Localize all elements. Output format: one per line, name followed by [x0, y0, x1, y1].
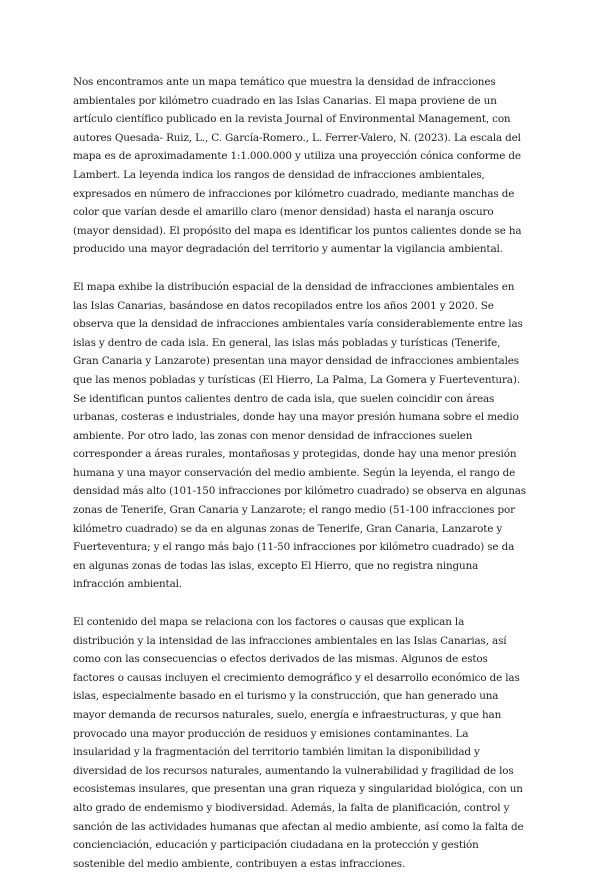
paragraph-spatial-distribution: El mapa exhibe la distribución espacial de la densidad de infracciones ambientales en las Islas Canarias, basándose en datos recopilados entre los años 2001 y 2020. Se observa que la densidad de infracciones ambientales varía considerablemente entre las islas y dentro de cada isla. En general, las islas más pobladas y turísticas (Tenerife, Gran Canaria y Lanzarote) presentan una mayor densidad de infracciones ambientales que las menos pobladas y turísticas (El Hierro, La Palma, La Gomera y Fuerteventura). Se identifican puntos calientes dentro de cada isla, que suelen coincidir con áreas urbanas, costeras e industriales, donde hay una mayor presión humana sobre el medio ambiente. Por otro lado, las zonas con menor densidad de infracciones suelen corresponder a áreas rurales, montañosas y protegidas, donde hay una menor presión humana y una mayor conservación del medio ambiente. Según la leyenda, el rango de densidad más alto (101-150 infracciones por kilómetro cuadrado) se observa en algunas zonas de Tenerife, Gran Canaria y Lanzarote; el rango medio (51-100 infracciones por kilómetro cuadrado) se da en algunas zonas de Tenerife, Gran Canaria, Lanzarote y Fuerteventura; y el rango más bajo (11-50 infracciones por kilómetro cuadrado) se da en algunas zonas de todas las islas, excepto El Hierro, que no registra ninguna infracción ambiental.: [73, 280, 526, 591]
document-body: [73, 73, 528, 892]
paragraph-map-introduction: Nos encontramos ante un mapa temático que muestra la densidad de infracciones ambientales por kilómetro cuadrado en las Islas Canarias. El mapa proviene de un artículo científico publicado en la revista Journal of Environmental Management, con autores Quesada- Ruiz, L., C. García-Romero., L. Ferrer-Valero, N. (2023). La escala del mapa es de aproximadamente 1:1.000.000 y utiliza una proyección cónica conforme de Lambert. La leyenda indica los rangos de densidad de infracciones ambientales, expresados en número de infracciones por kilómetro cuadrado, mediante manchas de color que varían desde el amarillo claro (menor densidad) hasta el naranja oscuro (mayor densidad). El propósito del mapa es identificar los puntos calientes donde se ha producido una mayor degradación del territorio y aumentar la vigilancia ambiental.: [73, 76, 522, 256]
paragraph-causes-and-effects: El contenido del mapa se relaciona con los factores o causas que explican la distribución y la intensidad de las infracciones ambientales en las Islas Canarias, así como con las consecuencias o efectos derivados de las mismas. Algunos de estos factores o causas incluyen el crecimiento demográfico y el desarrollo económico de las islas, especialmente basado en el turismo y la construcción, que han generado una mayor demanda de recursos naturales, suelo, energía e infraestructuras, y que han provocado una mayor producción de residuos y emisiones contaminantes. La insularidad y la fragmentación del territorio también limitan la disponibilidad y diversidad de los recursos naturales, aumentando la vulnerabilidad y fragilidad de los ecosistemas insulares, que presentan una gran riqueza y singularidad biológica, con un alto grado de endemismo y biodiversidad. Además, la falta de planificación, control y sanción de las actividades humanas que afectan al medio ambiente, así como la falta de concienciación, educación y participación ciudadana en la protección y gestión sostenible del medio ambiente, contribuyen a estas infracciones.: [73, 616, 524, 870]
